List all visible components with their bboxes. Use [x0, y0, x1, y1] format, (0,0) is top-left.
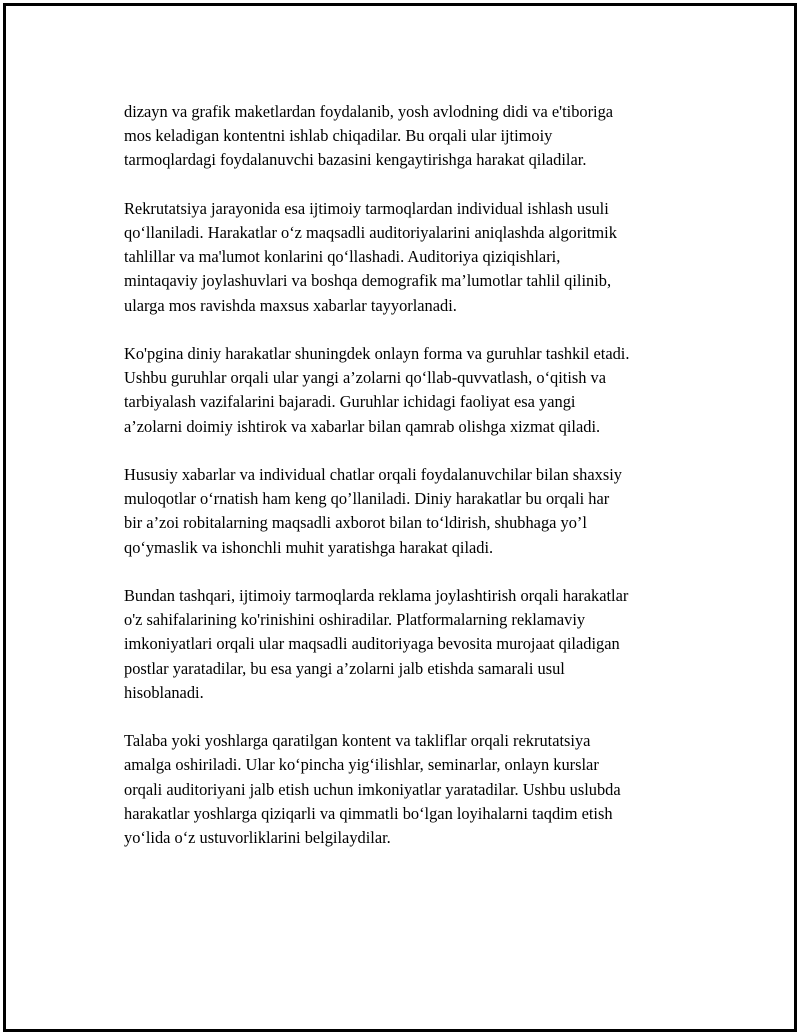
- paragraph-2: Rekrutatsiya jarayonida esa ijtimoiy tarmoqlardan individual ishlash usuli qo‘llaniladi. Harakatlar o‘z maqsadli auditoriyalarini aniqlashda algoritmik tahlillar va ma'lumot konlarini qo‘llashadi. Auditoriya qiziqishlari, mintaqaviy joylashuvlari va boshqa demografik ma’lumotlar tahlil qilinib, ularga mos ravishda maxsus xabarlar tayyorlanadi.: [124, 198, 617, 315]
- page-frame: [3, 3, 797, 1032]
- paragraph-1: dizayn va grafik maketlardan foydalanib, yosh avlodning didi va e'tiboriga mos keladigan kontentni ishlab chiqadilar. Bu orqali ular ijtimoiy tarmoqlardagi foydalanuvchi bazasini kengaytirishga harakat qiladilar.: [124, 102, 614, 170]
- paragraph-5: Bundan tashqari, ijtimoiy tarmoqlarda reklama joylashtirish orqali harakatlar o'z sahifalarining ko'rinishini oshiradilar. Platformalarning reklamaviy imkoniyatlari orqali ular maqsadli auditoriyaga bevosita murojaat qiladigan postlar yaratadilar, bu esa yangi a’zolarni jalb etishda samarali usul hisoblanadi.: [124, 586, 629, 702]
- document-body: [124, 100, 714, 874]
- paragraph-3: Ko'pgina diniy harakatlar shuningdek onlayn forma va guruhlar tashkil etadi. Ushbu guruhlar orqali ular yangi a’zolarni qo‘llab-quvvatlash, o‘qitish va tarbiyalash vazifalarini bajaradi. Guruhlar ichidagi faoliyat esa yangi a’zolarni doimiy ishtirok va xabarlar bilan qamrab olishga xizmat qiladi.: [124, 344, 630, 436]
- paragraph-6: Talaba yoki yoshlarga qaratilgan kontent va takliflar orqali rekrutatsiya amalga oshiriladi. Ular ko‘pincha yig‘ilishlar, seminarlar, onlayn kurslar orqali auditoriyani jalb etish uchun imkoniyatlar yaratadilar. Ushbu uslubda harakatlar yoshlarga qiziqarli va qimmatli bo‘lgan loyihalarni taqdim etish yo‘lida o‘z ustuvorliklarini belgilaydilar.: [124, 731, 621, 848]
- paragraph-4: Hususiy xabarlar va individual chatlar orqali foydalanuvchilar bilan shaxsiy muloqotlar o‘rnatish ham keng qo’llaniladi. Diniy harakatlar bu orqali har bir a’zoi robitalarning maqsadli axborot bilan to‘ldirish, shubhaga yo’l qo‘ymaslik va ishonchli muhit yaratishga harakat qiladi.: [124, 465, 622, 557]
